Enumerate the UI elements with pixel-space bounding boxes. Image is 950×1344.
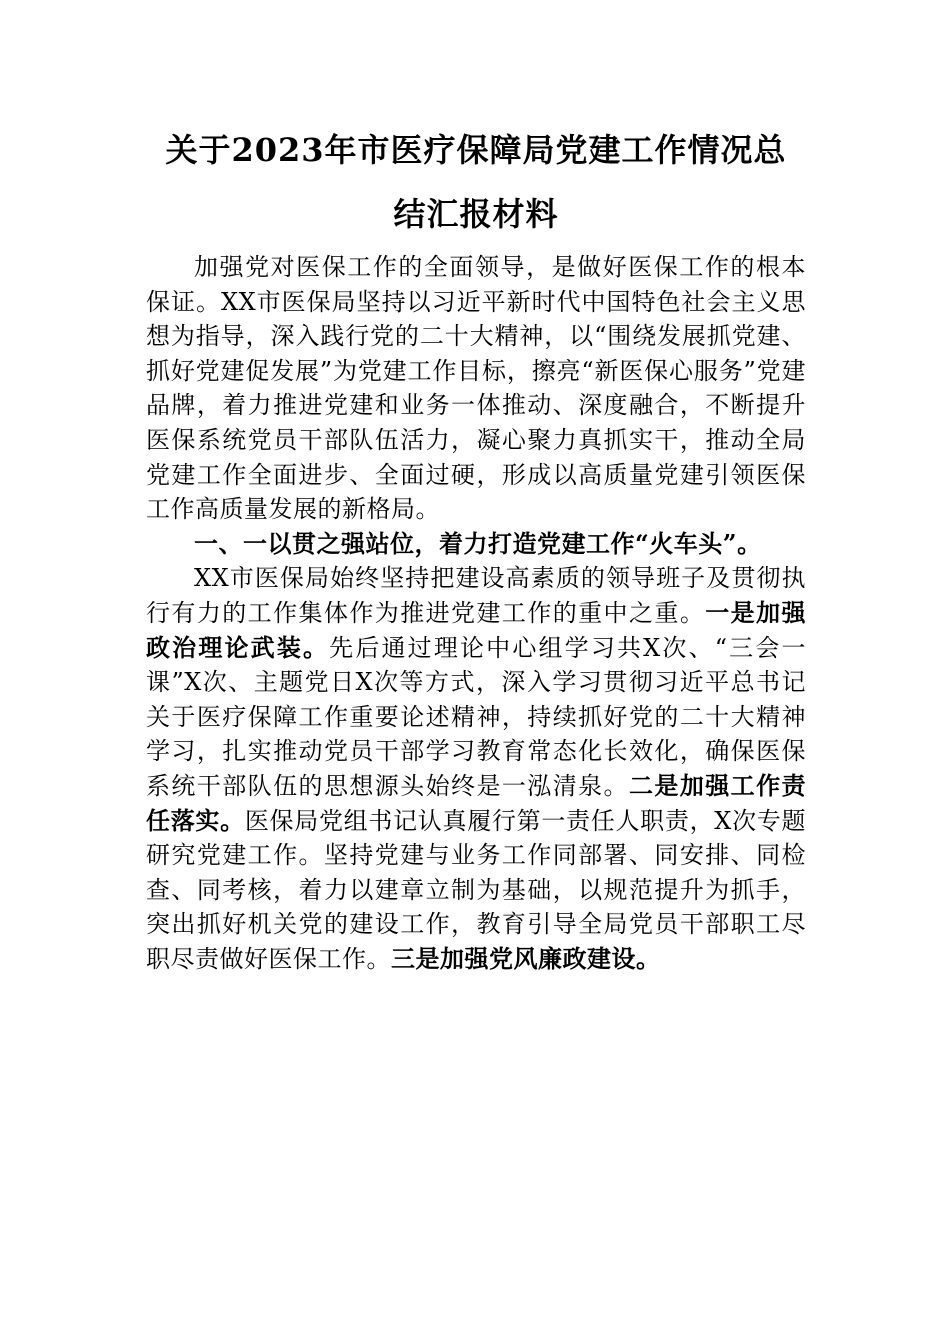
section-1-heading: 一、一以贯之强站位，着力打造党建工作“火车头”。 [194,528,762,558]
section-1-text-1: XX市医保局始终坚持把建设高素质的领导班子及贯彻执行有力的工作集体作为推进党建工作的重中之重。 [146,564,806,627]
section-1-text-3: 医保局党组书记认真履行第一责任人职责，X次专题研究党建工作。坚持党建与业务工作同部署、同安排、同检查、同考核，着力以建章立制为基础，以规范提升为抓手，突出抓好机关党的建设工作，教育引导全局党员干部职工尽职尽责做好医保工作。 [146,806,807,973]
document-page [146,118,806,976]
section-1-paragraph [146,561,806,976]
intro-paragraph: 加强党对医保工作的全面领导，是做好医保工作的根本保证。XX市医保局坚持以习近平新时代中国特色社会主义思想为指导，深入践行党的二十大精神，以“围绕发展抓党建、抓好党建促发展”为党建工作目标，擦亮“新医保心服务”党建品牌，着力推进党建和业务一体推动、深度融合，不断提升医保系统党员干部队伍活力，凝心聚力真抓实干，推动全局党建工作全面进步、全面过硬，形成以高质量党建引领医保工作高质量发展的新格局。 [146,253,806,524]
title-line-2: 结汇报材料 [393,195,559,233]
section-1-point-1: 一是加强政治理论武装。 [146,597,807,662]
section-1-text-2: 先后通过理论中心组学习共X次、“三会一课”X次、主题党日X次等方式，深入学习贯彻习近平总书记关于医疗保障工作重要论述精神，持续抓好党的二十大精神学习，扎实推动党员干部学习教育常态化长效化，确保医保系统干部队伍的思想源头始终是一泓清泉。 [146,633,807,800]
section-1-point-2: 二是加强工作责任落实。 [146,770,807,835]
title-line-1: 关于2023年市医疗保障局党建工作情况总 [165,131,787,169]
document-title [146,118,806,246]
section-1-point-3: 三是加强党风廉政建设。 [391,943,661,973]
